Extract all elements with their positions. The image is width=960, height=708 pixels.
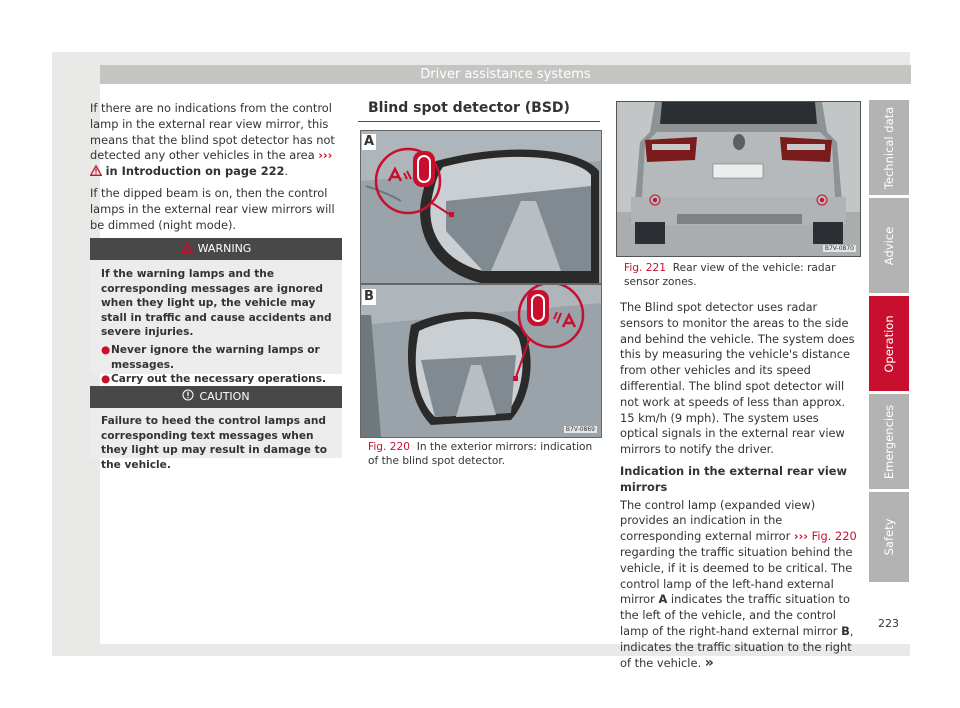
caution-header — [90, 386, 342, 408]
section-title: Blind spot detector (BSD) — [368, 100, 570, 116]
page-number: 223 — [878, 617, 899, 630]
tab-operation[interactable] — [869, 296, 909, 391]
title-rule — [358, 121, 600, 122]
panel-b-label: B — [362, 289, 376, 305]
mirror-a-ref: A — [658, 592, 668, 607]
warning-triangle-icon — [90, 165, 102, 176]
indication-text-2: regarding the traffic situation behind the vehicle, if it is deemed to be critical. The control lamp of the left-hand external mirror — [620, 544, 853, 607]
intro-end: . — [284, 164, 289, 179]
warning-title: WARNING — [197, 242, 252, 255]
intro-text: If there are no indications from the control lamp in the external rear view mirror, this means that the blind spot detector has not detected any other vehicles in the area — [90, 101, 335, 163]
figure-221-code: B7V-0870 — [824, 245, 854, 252]
mirror-b-illustration — [361, 285, 601, 437]
caution-title: CAUTION — [199, 390, 250, 403]
indication-text-1: The control lamp (expanded view) provides an indication in the corresponding external mirror — [620, 497, 816, 544]
warning-triangle-icon — [181, 242, 193, 253]
tab-label: Safety — [882, 518, 896, 556]
warning-header — [90, 238, 342, 260]
indication-text-4: , indicates the traffic situation to the right of the vehicle. — [620, 623, 854, 670]
left-column — [90, 101, 342, 239]
figure-220-number: Fig. 220 — [368, 441, 410, 453]
tab-label: Advice — [882, 226, 896, 265]
reference-arrow[interactable]: ››› — [318, 148, 333, 163]
figure-221-image — [616, 101, 861, 257]
warning-body — [90, 260, 342, 387]
warning-bullet-text: Carry out the necessary operations. — [111, 373, 327, 386]
figure-reference-link[interactable]: Fig. 220 — [811, 529, 857, 544]
indication-subheading: Indication in the external rear view mirrors — [620, 463, 848, 494]
caution-box — [90, 386, 342, 471]
intro-paragraph — [90, 101, 342, 180]
caution-text: Failure to heed the control lamps and corresponding text messages when they light up may result in damage to the vehicle. — [101, 415, 328, 471]
mirror-b-ref: B — [841, 623, 850, 638]
tab-advice[interactable] — [869, 198, 909, 293]
caution-info-icon — [182, 389, 194, 401]
right-column — [620, 300, 860, 677]
figure-220-caption-text: In the exterior mirrors: indication of the blind spot detector. — [368, 441, 593, 467]
tab-technical-data[interactable] — [869, 100, 909, 195]
warning-bullet — [101, 372, 334, 387]
car-rear-illustration — [617, 102, 860, 256]
tab-label: Operation — [882, 314, 896, 373]
figure-220-code: B7V-0869 — [565, 426, 595, 433]
tab-label: Emergencies — [882, 404, 896, 479]
reference-arrow[interactable]: ››› — [793, 529, 809, 544]
figure-220-panel-a — [360, 130, 602, 284]
warning-intro: If the warning lamps and the corresponding messages are ignored when they light up, the vehicle may stall in traffic and cause accidents and severe injuries. — [101, 268, 332, 339]
figure-221-caption — [624, 261, 856, 289]
tab-safety[interactable] — [869, 492, 909, 582]
indication-paragraph — [620, 498, 860, 672]
warning-bullet — [101, 343, 334, 372]
continue-mark: » — [704, 654, 714, 671]
indication-text-3: indicates the traffic situation to the left of the vehicle, and the control lamp of the right-hand external mirror — [620, 592, 850, 638]
figure-221-caption-text: Rear view of the vehicle: radar sensor zones. — [624, 262, 836, 288]
warning-bullet-text: Never ignore the warning lamps or messages. — [111, 343, 320, 371]
mirror-a-illustration — [361, 131, 601, 283]
figure-220-caption — [368, 440, 600, 468]
figure-221-number: Fig. 221 — [624, 262, 666, 274]
panel-a-label: A — [363, 134, 375, 149]
bsd-description: The Blind spot detector uses radar sensors to monitor the areas to the side and behind the vehicle. The system does this by measuring the vehicle's distance from other vehicles and its speed differential. The blind spot detector will not work at speeds of less than approx. 15 km/h (9 mph). The system uses optical signals in the external rear view mirrors to notify the driver. — [620, 300, 855, 457]
tab-emergencies[interactable] — [869, 394, 909, 489]
warning-box — [90, 238, 342, 386]
intro-page-reference[interactable]: in Introduction on page 222 — [105, 164, 285, 179]
night-mode-paragraph: If the dipped beam is on, then the control lamps in the external rear view mirrors will be dimmed (night mode). — [90, 185, 335, 232]
bullet-dot-icon: ● — [101, 343, 111, 356]
bullet-dot-icon: ● — [101, 373, 111, 386]
figure-220-panel-b — [360, 284, 602, 438]
chapter-header: Driver assistance systems — [100, 65, 911, 84]
tab-label: Technical data — [882, 106, 896, 189]
